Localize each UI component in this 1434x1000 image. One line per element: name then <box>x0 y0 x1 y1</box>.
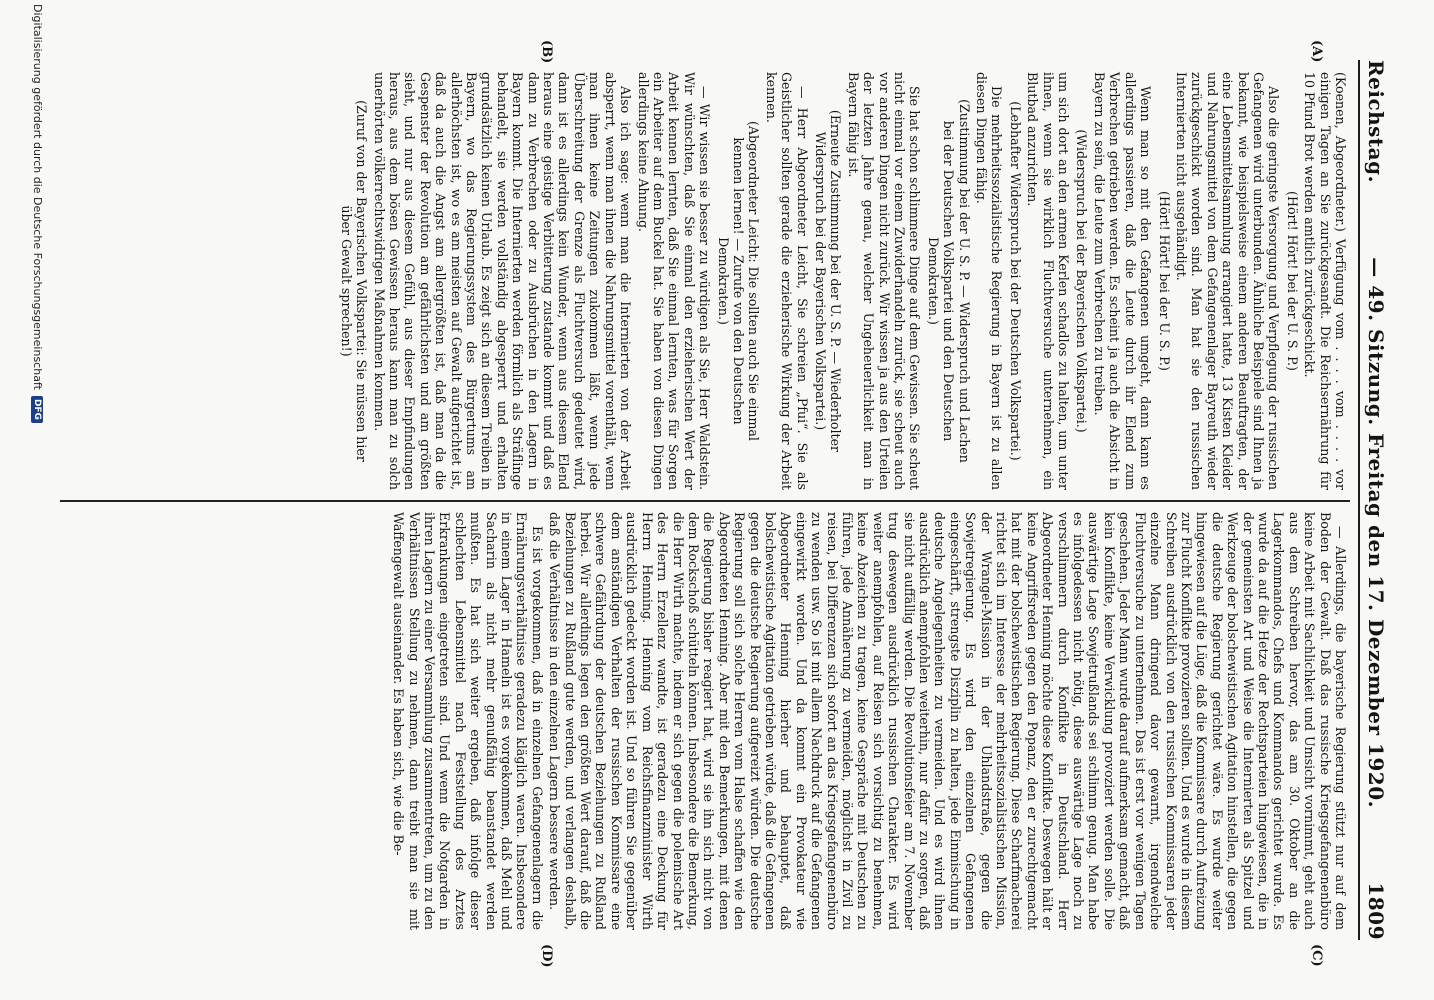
page-header <box>1358 60 1400 940</box>
left-column <box>335 72 1348 490</box>
paragraph: (Koenen, Abgeordneter.) Verfügung vom . . . . vom . . . . vor einigen Tagen an Sie zurückgesandt. Die Reichsernährung für 10 Pfund Brot werden amtlich zurückgeschickt. <box>1302 72 1348 490</box>
margin-mark-d: (D) <box>539 944 554 968</box>
paragraph: Wenn man so mit den Gefangenen umgeht, dann kann es allerdings passieren, daß die Leute durch ihr Elend zum Verbrechen getrieben werden. Es scheint ja auch die Absicht in Bayern zu sein, die Leute zum Verbrechen zu treiben. <box>1091 72 1154 490</box>
header-left: Reichstag. <box>1364 60 1388 184</box>
paragraph: — Allerdings, die bayerische Regierung stützt nur auf dem Boden der Gewalt. Daß das russische Kriegsgefangenenbüro keine Arbeit mit Sachlichkeit und Umsicht vornimmt, geht auch aus dem Schreiben hervor, das am 30. Oktober an die Lagerkommandos, Chefs und Kommandos gerichtet wurde. Es wurde da auf die Hetze der Rechtsparteien hingewiesen, die in der gemeinsten Art und Weise die Internierten als Spitzel und Werkzeuge der bolschewistischen Agitation hinstellen, die gegen die deutsche Regierung gerichtet wäre. Es wurde weiter hingewiesen auf die Lüge, daß die Kommissare durch Aufreizung zur Flucht Konflikte provozieren sollten. Und es wurde in diesem Schreiben ausdrücklich von den russischen Kommissaren jeder einzelne Mann dringend davor gewarnt, irgendwelche Fluchtversuche zu unternehmen. Das ist erst vor wenigen Tagen geschehen. Jeder Mann wurde darauf aufmerksam gemacht, daß kein Konflikte, keine Verwicklung provoziert werden solle. Die auswärtige Lage Sowjetrußlands sei schlimm genug. Man habe es infolgedessen nicht nötig, diese auswärtige Lage noch zu verschlimmern durch Konflikte in Deutschland. Herr Abgeordneter Henning möchte diese Konflikte. Deswegen hält er keine Angriffsreden gegen den Popanz, den er zurechtgemacht hat mit der bolschewistischen Regierung. Diese Scharfmacherei richtet sich im Interesse der mehrheitssozialistischen Mission, der Wrangel-Mission in der Uhlandstraße, gegen die Sowjetregierung. Es wird den einzelnen Gefangenen eingeschärft, strengste Disziplin zu halten, jede Einmischung in deutsche Angelegenheiten zu vermeiden. Und es wird ihnen ausdrücklich anempfohlen weiterhin, nur dafür zu sorgen, daß sie nicht auffällig werden. Die Revolutionsfeier am 7. November trug deswegen ausdrücklich russischen Charakter. Es wird weiter anempfohlen, auf Reisen sich vorsichtig zu benehmen, keine Abzeichen zu tragen, keine Gespräche mit Deutschen zu führen, jede Annäherung zu vermeiden, möglichst in Zivil zu reisen, bei Differenzen sich sofort an das Kriegsgefangenenbüro zu wenden usw. So ist mit allem Nachdruck auf die Gefangenen eingewirkt worden. Und da kommt ein Provokateur wie Abgeordneter Henning hierher und behauptet, daß bolschewistische Agitation getrieben würde, daß die Gefangenen gegen die deutsche Regierung aufgereizt würden. Die deutsche Regierung soll sich solche Herren vom Halse schaffen wie den Abgeordneten Henning. Aber mit den Bemerkungen, mit denen die Regierung bisher reagiert hat, wird sie ihn sich nicht von dem Rockschoß schütteln können. Insbesondere die Bemerkung, die Herr Wirth machte, indem er sich gegen die polemische Art des Herrn Erzellenz wandte, ist geradezu eine Deckung für Herrn Henning. Henning vom Reichsfinanzminister Wirth ausdrücklich gedeckt worden ist. Und so führen Sie gegenüber dem anständigen Verhalten der russischen Kommissare eine schwere Gefährdung der deutschen Beziehungen zu Rußland herbei. Wir allerdings legen den größten Wert darauf, daß die Beziehungen zu Rußland gute werden, und verlangen deshalb, daß die Verhältnisse in den einzelnen Lagern bessere werden. <box>547 512 1348 930</box>
interjection: (Zustimmung bei der U. S. P. — Widerspruch und Lachen bei der Deutschen Volkspartei und den Deutschen Demokraten.) <box>925 99 972 463</box>
page-number: 1809 <box>1364 882 1388 940</box>
margin-mark-a: (A) <box>1309 40 1324 63</box>
paragraph: Die mehrheitssozialistische Regierung in Bayern ist zu allen diesen Dingen fähig. <box>974 72 1005 490</box>
interjection: (Hört! Hört! bei der U. S. P.) <box>1156 191 1172 371</box>
interjection: (Lebhafter Widerspruch bei der Deutschen Volkspartei.) <box>1007 101 1023 461</box>
interjection: (Zuruf von der Bayerischen Volkspartei: Sie müssen hier über Gewalt sprechen!) <box>338 100 370 462</box>
paragraph: Es ist vorgekommen, daß in einzelnen Gefangenenlagern die Ernährungsverhältnisse geradezu kläglich waren. Insbesondere in einem Lager in Hameln ist es vorgekommen, daß Mehl und Sacharin als nicht mehr genußfähig beanstandet werden mußten. Es hat sich weiter ergeben, daß infolge dieser schlechten Lebensmittel nach Feststellung des Arztes Erkrankungen eingetreten sind. Und wenn die Notgarden in ihren Lagern zu einer Versammlung zusammentreten, um zu den Verhältnissen Stellung zu nehmen, dann treibt man sie mit Waffengewalt auseinander. Es haben sich, wie die Be- <box>391 512 545 930</box>
credit-text: Digitalisierung gefördert durch die Deutsche Forschungsgemeinschaft <box>31 4 44 390</box>
margin-mark-c: (C) <box>1309 944 1324 967</box>
header-center: — 49. Sitzung. Freitag den 17. Dezember 1920. <box>1364 257 1388 809</box>
interjection: (Abgeordneter Leicht: Die sollten auch Sie einmal kennen lernen! — Zurufe von den Deutschen Demokraten.) <box>715 121 762 441</box>
interjection: (Widerspruch bei der Bayerischen Volkspartei.) <box>1074 129 1090 433</box>
paragraph: Also die geringste Versorgung und Verpflegung der russischen Gefangenen wird unterbunden. Ähnliche Beispiele sind Ihnen ja bekannt, wie beispielsweise einem anderen Beauftragten, der eine Lebensmittelsammlung arrangiert hatte, 13 Kisten Kleider und Nahrungsmittel von dem Gefangenenlager Bayreuth wieder zurückgeschickt worden sind. Man hat sie den russischen Internierten nicht ausgehändigt. <box>1173 72 1282 490</box>
paragraph: Sie hat schon schlimmere Dinge auf dem Gewissen. Sie scheut nicht einmal vor einem Zuwiderhandeln zurück, sie scheut auch vor anderen Dingen nicht zurück. Wir wissen ja aus den Urteilen der letzten Jahre genau, welcher Ungeheuerlichkeit man in Bayern fähig ist. <box>845 72 923 490</box>
paragraph: Also ich sage: wenn man die Internierten von der Arbeit absperrt, wenn man ihnen die Nahrungsmittel vorenthält, wenn man ihnen keine Zeitungen zukommen läßt, wenn jede Überschreitung der Grenze als Fluchtversuch gedeutet wird, dann ist es allerdings kein Wunder, wenn aus diesem Elend heraus eine geistige Verbitterung zustande kommt und daß es dann zu Verbrechen oder zu Ausbrüchen in den Lagern in Bayern kommt. Die Internierten werden förmlich als Sträflinge behandelt, sie werden vollständig abgesperrt und erhalten grundsätzlich keinen Urlaub. Es zeigt sich an diesem Treiben in Bayern, wo das Regierungssystem des Bürgertums am allerhöchsten ist, wo es am meisten auf Gewalt aufgerichtet ist, daß da auch die Angst am allergrößten ist, daß man da die Gespenster der Revolution am gefährlichsten und am größten sieht, und nur aus diesem Gefühl, aus dieser Empfindungen heraus, aus dem bösen Gewissen heraus kann man zu solch unerhörten völkerrechtswidrigen Maßnahmen kommen. <box>371 72 634 490</box>
interjection: (Erneute Zustimmung bei der U. S. P. — Wiederholter Widerspruch bei der Bayerischen Volkspartei.) <box>813 109 844 453</box>
margin-mark-b: (B) <box>539 40 554 64</box>
interjection: (Hört! Hört! bei der U. S. P.) <box>1284 191 1300 371</box>
dfg-logo: DFG <box>32 396 44 423</box>
paragraph: — Wir wissen sie besser zu würdigen als Sie, Herr Waldstein. Wir wünschten, daß Sie einmal den erzieherischen Wert der Arbeit kennen lernten, daß Sie einmal lernten, was für Sorgen ein Arbeiter auf dem Buckel hat. Sie haben von diesen Dingen allerdings keine Ahnung. <box>635 72 713 490</box>
paragraph: um sich dort an den armen Kerlen schadlos zu halten, um unter ihnen, wenn sie wirklich Fluchtversuche unternehmen, ein Blutbad anzurichten. <box>1025 72 1072 490</box>
column-divider <box>60 500 1350 502</box>
right-column <box>389 512 1348 930</box>
digitization-credit <box>31 4 44 423</box>
paragraph: — Herr Abgeordneter Leicht, Sie schreien „Pfui“. Sie als Geistlicher sollten gerade die erzieherische Wirkung der Arbeit kennen. <box>763 72 810 490</box>
